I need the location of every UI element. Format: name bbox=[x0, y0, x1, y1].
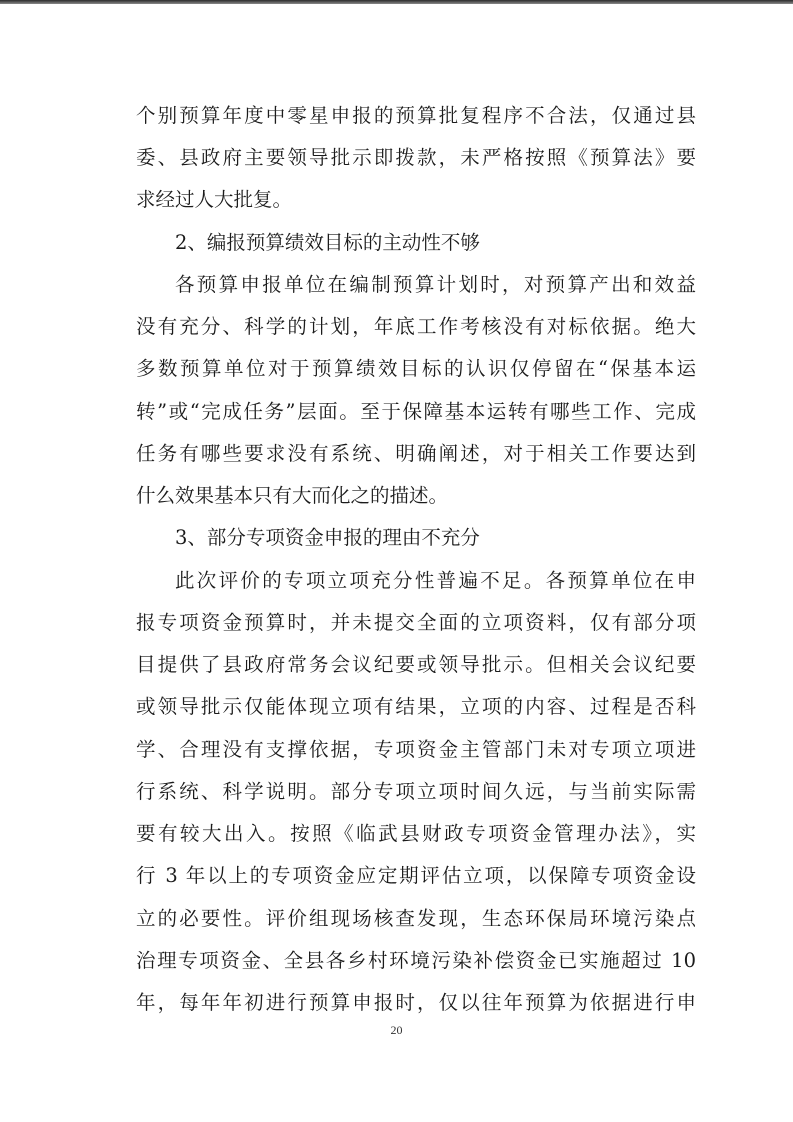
section-heading: 3、部分专项资金申报的理由不充分 bbox=[175, 526, 480, 549]
text-line: 行 3 年以上的专项资金应定期评估立项，以保障专项资金设 bbox=[136, 864, 696, 887]
text-line: 年，每年年初进行预算申报时，仅以往年预算为依据进行申 bbox=[136, 991, 696, 1014]
text-line: 报专项资金预算时，并未提交全面的立项资料，仅有部分项 bbox=[136, 611, 696, 634]
text-line: 委、县政府主要领导批示即拨款，未严格按照《预算法》要 bbox=[136, 146, 696, 169]
text-line: 个别预算年度中零星申报的预算批复程序不合法，仅通过县 bbox=[136, 104, 696, 127]
text-line: 各预算申报单位在编制预算计划时，对预算产出和效益 bbox=[175, 273, 696, 296]
text-line: 没有充分、科学的计划，年底工作考核没有对标依据。绝大 bbox=[136, 315, 696, 338]
page-number: 20 bbox=[390, 1023, 403, 1037]
text-line: 学、合理没有支撑依据，专项资金主管部门未对专项立项进 bbox=[136, 738, 696, 761]
text-line: 目提供了县政府常务会议纪要或领导批示。但相关会议纪要 bbox=[136, 653, 696, 676]
text-line: 治理专项资金、全县各乡村环境污染补偿资金已实施超过 10 bbox=[136, 949, 696, 972]
text-line: 或领导批示仅能体现立项有结果，立项的内容、过程是否科 bbox=[136, 695, 696, 718]
text-line: 任务有哪些要求没有系统、明确阐述，对于相关工作要达到 bbox=[136, 442, 696, 465]
text-line: 行系统、科学说明。部分专项立项时间久远，与当前实际需 bbox=[136, 780, 696, 803]
text-line: 转”或“完成任务”层面。至于保障基本运转有哪些工作、完成 bbox=[136, 400, 696, 423]
text-line: 要有较大出入。按照《临武县财政专项资金管理办法》，实 bbox=[136, 822, 696, 845]
text-line: 什么效果基本只有大而化之的描述。 bbox=[136, 484, 449, 507]
text-line: 求经过人大批复。 bbox=[136, 188, 293, 211]
text-line: 多数预算单位对于预算绩效目标的认识仅停留在“保基本运 bbox=[136, 357, 696, 380]
text-line: 立的必要性。评价组现场核查发现，生态环保局环境污染点 bbox=[136, 907, 696, 930]
section-heading: 2、编报预算绩效目标的主动性不够 bbox=[175, 231, 480, 254]
text-line: 此次评价的专项立项充分性普遍不足。各预算单位在申 bbox=[175, 569, 696, 592]
